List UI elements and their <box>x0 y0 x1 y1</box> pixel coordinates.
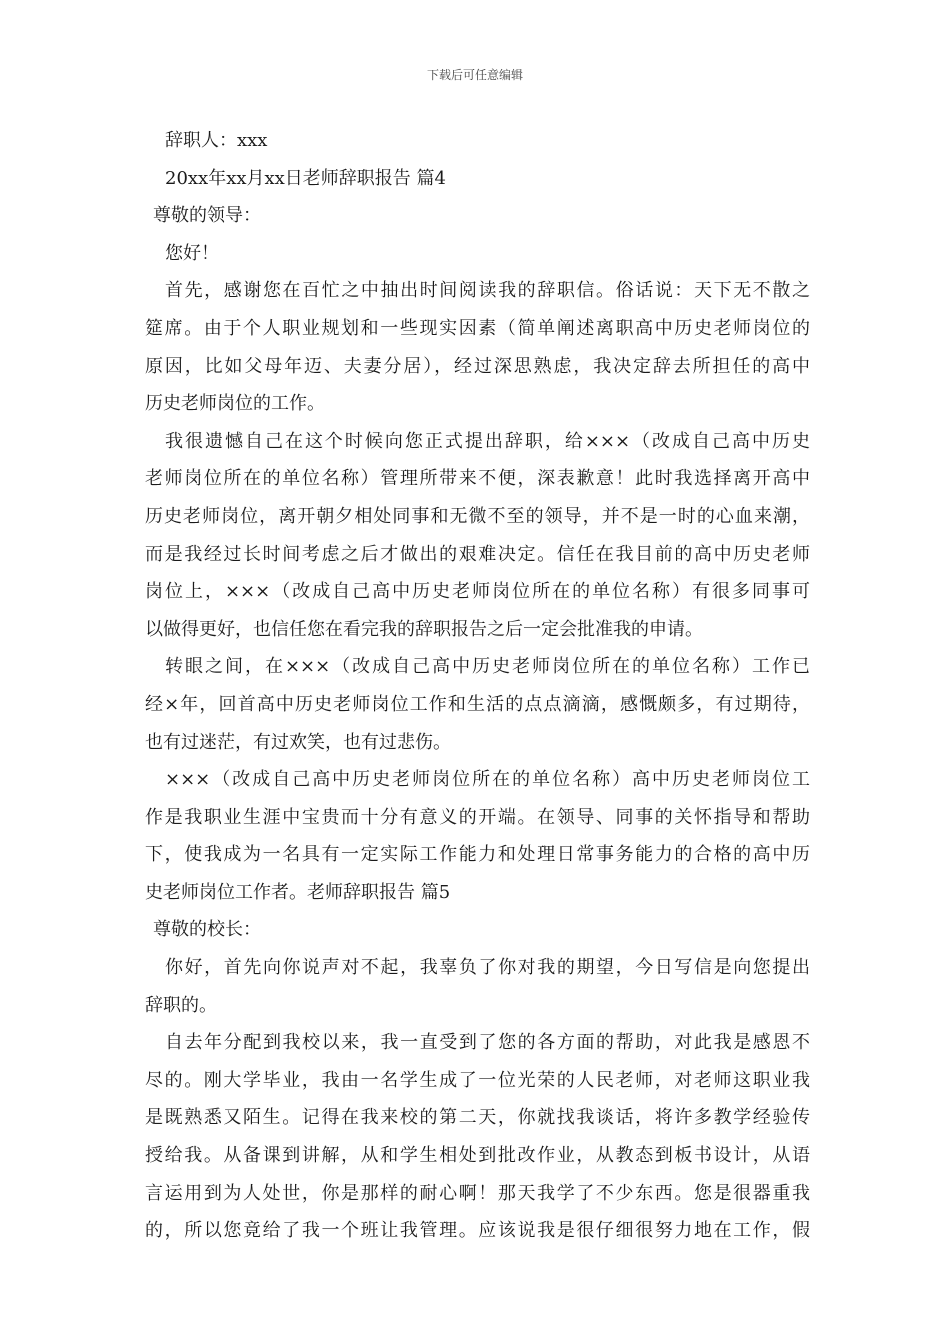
text-line: 而是我经过长时间考虑之后才做出的艰难决定。信任在我目前的高中历史老师 <box>145 543 810 565</box>
text-line: 也有过迷茫，有过欢笑，也有过悲伤。 <box>145 731 451 753</box>
document-body <box>145 122 810 1250</box>
text-line: 辞职的。 <box>145 994 217 1016</box>
text-line: 下，使我成为一名具有一定实际工作能力和处理日常事务能力的合格的高中历 <box>145 844 810 866</box>
text-line: 您好！ <box>165 242 219 264</box>
text-line: 20xx年xx月xx日老师辞职报告 篇4 <box>165 167 446 189</box>
text-line: 史老师岗位工作者。老师辞职报告 篇5 <box>145 881 451 903</box>
text-line: 以做得更好，也信任您在看完我的辞职报告之后一定会批准我的申请。 <box>145 618 703 640</box>
text-line: 筵席。由于个人职业规划和一些现实因素（简单阐述离职高中历史老师岗位的 <box>145 317 810 339</box>
text-line: 的，所以您竟给了我一个班让我管理。应该说我是很仔细很努力地在工作，假 <box>145 1220 810 1242</box>
text-line: 授给我。从备课到讲解，从和学生相处到批改作业，从教态到板书设计，从语 <box>145 1145 810 1167</box>
text-line: 原因，比如父母年迈、夫妻分居），经过深思熟虑，我决定辞去所担任的高中 <box>145 355 810 377</box>
text-line: 是既熟悉又陌生。记得在我来校的第二天，你就找我谈话，将许多教学经验传 <box>145 1107 810 1129</box>
text-line: 作是我职业生涯中宝贵而十分有意义的开端。在领导、同事的关怀指导和帮助 <box>145 806 810 828</box>
text-line: 历史老师岗位，离开朝夕相处同事和无微不至的领导，并不是一时的心血来潮， <box>145 505 810 527</box>
text-line: 自去年分配到我校以来，我一直受到了您的各方面的帮助，对此我是感恩不 <box>165 1032 810 1054</box>
text-line: 岗位上，×××（改成自己高中历史老师岗位所在的单位名称）有很多同事可 <box>145 581 810 603</box>
text-line: ×××（改成自己高中历史老师岗位所在的单位名称）高中历史老师岗位工 <box>165 769 810 791</box>
text-line: 尊敬的校长： <box>153 919 261 941</box>
text-line: 你好，首先向你说声对不起，我辜负了你对我的期望，今日写信是向您提出 <box>165 957 810 979</box>
text-line: 尽的。刚大学毕业，我由一名学生成了一位光荣的人民老师，对老师这职业我 <box>145 1069 810 1091</box>
text-line: 辞职人：xxx <box>165 130 268 151</box>
text-line: 转眼之间，在×××（改成自己高中历史老师岗位所在的单位名称）工作已 <box>165 656 810 678</box>
text-line: 历史老师岗位的工作。 <box>145 393 325 415</box>
page-header: 下载后可任意编辑 <box>426 68 523 82</box>
text-line: 老师岗位所在的单位名称）管理所带来不便，深表歉意！此时我选择离开高中 <box>145 468 810 490</box>
text-line: 首先，感谢您在百忙之中抽出时间阅读我的辞职信。俗话说：天下无不散之 <box>165 280 810 302</box>
text-line: 尊敬的领导： <box>153 205 261 227</box>
text-line: 我很遗憾自己在这个时候向您正式提出辞职，给×××（改成自己高中历史 <box>165 430 810 452</box>
text-line: 言运用到为人处世，你是那样的耐心啊！那天我学了不少东西。您是很器重我 <box>145 1182 810 1204</box>
text-line: 经×年，回首高中历史老师岗位工作和生活的点点滴滴，感慨颇多，有过期待， <box>145 693 810 715</box>
